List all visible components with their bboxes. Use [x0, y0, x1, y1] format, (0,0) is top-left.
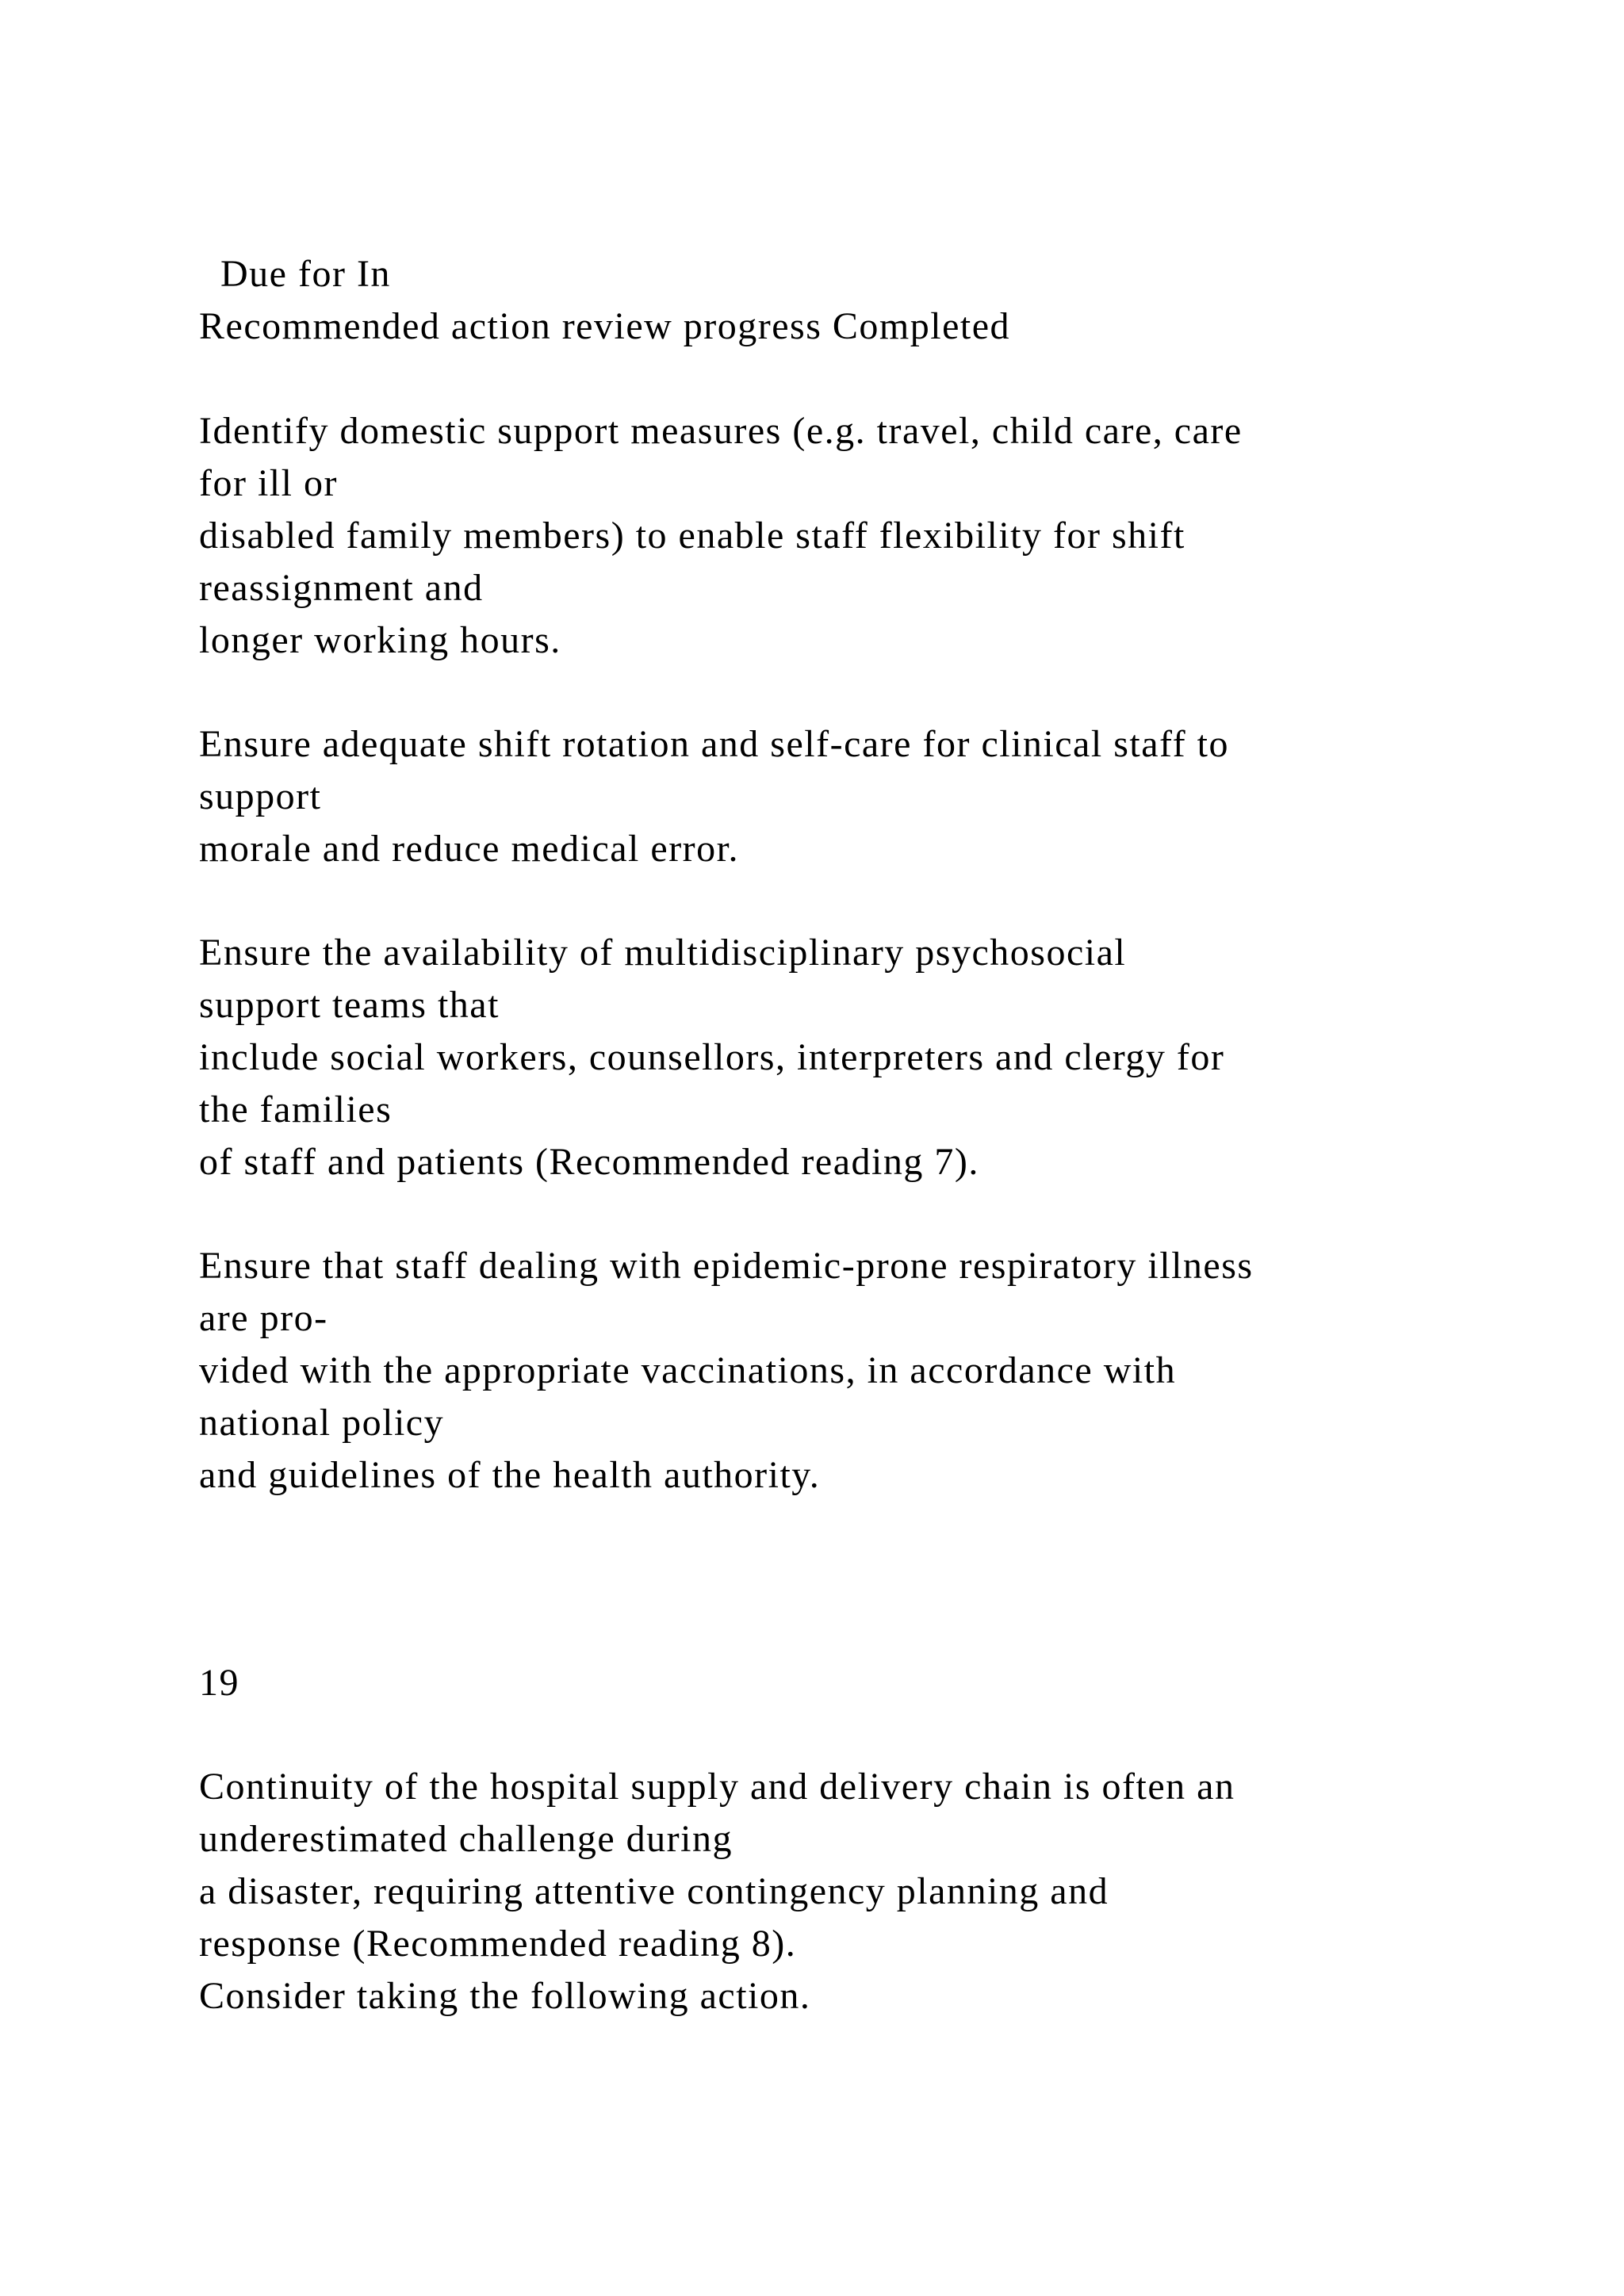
text-line: national policy [199, 1402, 445, 1444]
text-line: Ensure that staff dealing with epidemic-prone respiratory illness [199, 1245, 1254, 1287]
text-line: Ensure the availability of multidisciplinary psychosocial [199, 932, 1127, 974]
text-line: vided with the appropriate vaccinations, in accordance with [199, 1349, 1177, 1391]
text-line: Identify domestic support measures (e.g. travel, child care, care [199, 410, 1243, 452]
text-line: disabled family members) to enable staff flexibility for shift [199, 515, 1185, 557]
table-header-line-2: Recommended action review progress Completed [199, 305, 1011, 347]
text-line: the families [199, 1089, 393, 1131]
text-line: include social workers, counsellors, interpreters and clergy for [199, 1036, 1225, 1078]
text-line: underestimated challenge during [199, 1818, 733, 1860]
text-line: reassignment and [199, 567, 484, 609]
text-line: and guidelines of the health authority. [199, 1454, 821, 1496]
text-line: support [199, 775, 322, 817]
text-line: Continuity of the hospital supply and delivery chain is often an [199, 1766, 1235, 1808]
text-line: morale and reduce medical error. [199, 828, 739, 870]
text-line: longer working hours. [199, 619, 561, 661]
text-line: a disaster, requiring attentive contingency planning and [199, 1870, 1109, 1912]
text-line: for ill or [199, 462, 338, 504]
text-line: support teams that [199, 984, 500, 1026]
text-line: response (Recommended reading 8). [199, 1923, 797, 1965]
text-line: Consider taking the following action. [199, 1975, 811, 2017]
text-line: are pro- [199, 1297, 328, 1339]
page-number: 19 [199, 1662, 239, 1704]
text-line: Ensure adequate shift rotation and self-care for clinical staff to [199, 723, 1229, 765]
text-line: of staff and patients (Recommended reading 7). [199, 1141, 979, 1183]
table-header-line-1: Due for In [199, 253, 391, 295]
